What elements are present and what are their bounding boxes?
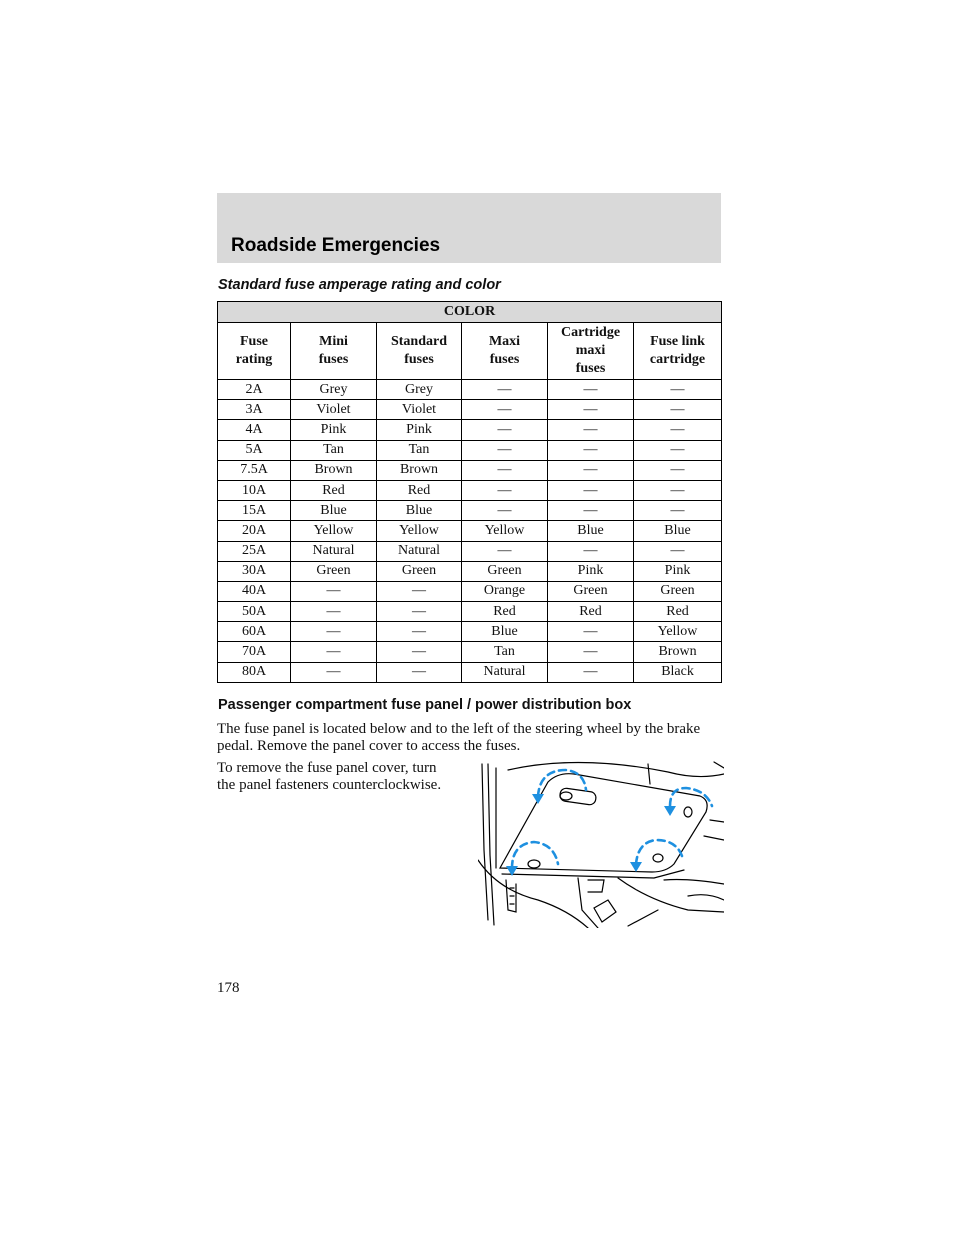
table-cell: — [634,440,722,460]
table-caption: Standard fuse amperage rating and color [218,277,501,293]
table-cell: — [548,622,634,642]
table-row [218,561,722,581]
body-paragraph-location: The fuse panel is located below and to the left of the steering wheel by the brake pedal. Remove the panel cover to access the fuses. [217,721,701,754]
table-cell: Red [291,480,377,500]
table-cell: — [291,602,377,622]
table-cell: — [291,662,377,682]
table-cell: Yellow [634,622,722,642]
table-row [218,581,722,601]
table-cell: Blue [462,622,548,642]
table-cell: Yellow [291,521,377,541]
table-cell: Grey [377,380,462,400]
table-cell: — [291,581,377,601]
table-cell: 40A [218,581,291,601]
table-row [218,420,722,440]
column-header-line: fuses [489,352,520,367]
table-cell: 15A [218,501,291,521]
table-row [218,480,722,500]
table-cell: Tan [462,642,548,662]
column-header [218,323,291,380]
table-row [218,642,722,662]
table-cell: Red [462,602,548,622]
column-header [462,323,548,380]
table-cell: — [377,622,462,642]
table-cell: Brown [377,460,462,480]
table-cell: Pink [377,420,462,440]
table-cell: — [634,420,722,440]
table-row [218,501,722,521]
table-cell: — [377,642,462,662]
column-header-line: Cartridge [560,325,621,340]
table-row [218,440,722,460]
table-cell: — [462,480,548,500]
table-cell: — [548,460,634,480]
table-cell: 60A [218,622,291,642]
table-cell: Green [377,561,462,581]
table-cell: — [377,662,462,682]
table-cell: — [462,541,548,561]
table-cell: 10A [218,480,291,500]
table-cell: Natural [377,541,462,561]
table-cell: Orange [462,581,548,601]
table-cell: — [291,622,377,642]
table-cell: Yellow [462,521,548,541]
column-header [548,323,634,380]
table-row [218,400,722,420]
table-cell: — [377,581,462,601]
table-column-headers [218,323,722,380]
table-cell: 7.5A [218,460,291,480]
table-cell: — [634,460,722,480]
column-header-line: Fuse link [650,334,705,349]
table-cell: 70A [218,642,291,662]
table-cell: Tan [291,440,377,460]
table-row [218,602,722,622]
table-cell: Blue [377,501,462,521]
table-row [218,380,722,400]
header-band [217,193,721,263]
column-header [634,323,722,380]
table-cell: Yellow [377,521,462,541]
table-cell: — [462,400,548,420]
table-cell: — [634,400,722,420]
column-header-line: fuses [575,361,606,376]
table-cell: 20A [218,521,291,541]
table-cell: — [462,501,548,521]
table-cell: — [548,480,634,500]
table-cell: Natural [462,662,548,682]
column-header-line: Fuse [240,334,268,349]
table-row [218,622,722,642]
table-cell: Natural [291,541,377,561]
table-row [218,541,722,561]
column-header [377,323,462,380]
column-header-line: Mini [319,334,348,349]
table-cell: — [548,541,634,561]
table-cell: — [634,380,722,400]
table-cell: — [462,460,548,480]
table-cell: 4A [218,420,291,440]
table-body [218,380,722,683]
table-cell: — [548,440,634,460]
table-cell: 5A [218,440,291,460]
column-header-line: Standard [390,334,448,349]
column-header-line: cartridge [649,352,706,367]
table-cell: Black [634,662,722,682]
column-header-line: fuses [318,352,349,367]
table-cell: — [548,380,634,400]
table-cell: Violet [377,400,462,420]
table-row [218,460,722,480]
table-cell: — [548,501,634,521]
table-cell: Green [548,581,634,601]
fuse-panel-cover-illustration [478,760,724,928]
table-cell: Green [634,581,722,601]
table-cell: 80A [218,662,291,682]
section-heading: Passenger compartment fuse panel / power distribution box [218,697,632,713]
table-cell: Red [548,602,634,622]
table-cell: Pink [634,561,722,581]
table-cell: — [462,380,548,400]
table-cell: Grey [291,380,377,400]
table-cell: Blue [634,521,722,541]
page-number: 178 [217,980,240,996]
fuse-color-table [217,301,722,683]
table-cell: Brown [634,642,722,662]
table-row [218,521,722,541]
table-cell: Red [634,602,722,622]
column-header-line: rating [235,352,273,367]
table-cell: — [462,420,548,440]
table-group-header: COLOR [218,302,722,323]
table-cell: 25A [218,541,291,561]
column-header-line: maxi [575,343,606,358]
table-cell: Blue [548,521,634,541]
table-cell: — [377,602,462,622]
table-cell: Tan [377,440,462,460]
table-cell: — [291,642,377,662]
table-cell: Green [291,561,377,581]
table-cell: 2A [218,380,291,400]
column-header [291,323,377,380]
table-cell: Pink [548,561,634,581]
table-cell: — [548,642,634,662]
table-cell: — [634,501,722,521]
table-cell: Pink [291,420,377,440]
body-paragraph-removal: To remove the fuse panel cover, turn the panel fasteners counterclockwise. [217,760,442,793]
table-cell: Green [462,561,548,581]
column-header-line: fuses [404,352,434,367]
table-row [218,662,722,682]
table-cell: — [462,440,548,460]
table-cell: — [548,400,634,420]
column-header-line: Maxi [488,334,521,349]
table-cell: Red [377,480,462,500]
table-cell: Blue [291,501,377,521]
table-cell: — [634,480,722,500]
table-cell: 50A [218,602,291,622]
table-cell: 3A [218,400,291,420]
table-cell: 30A [218,561,291,581]
table-cell: Brown [291,460,377,480]
table-cell: — [634,541,722,561]
table-cell: — [548,420,634,440]
table-cell: — [548,662,634,682]
page-title: Roadside Emergencies [231,235,441,256]
table-cell: Violet [291,400,377,420]
